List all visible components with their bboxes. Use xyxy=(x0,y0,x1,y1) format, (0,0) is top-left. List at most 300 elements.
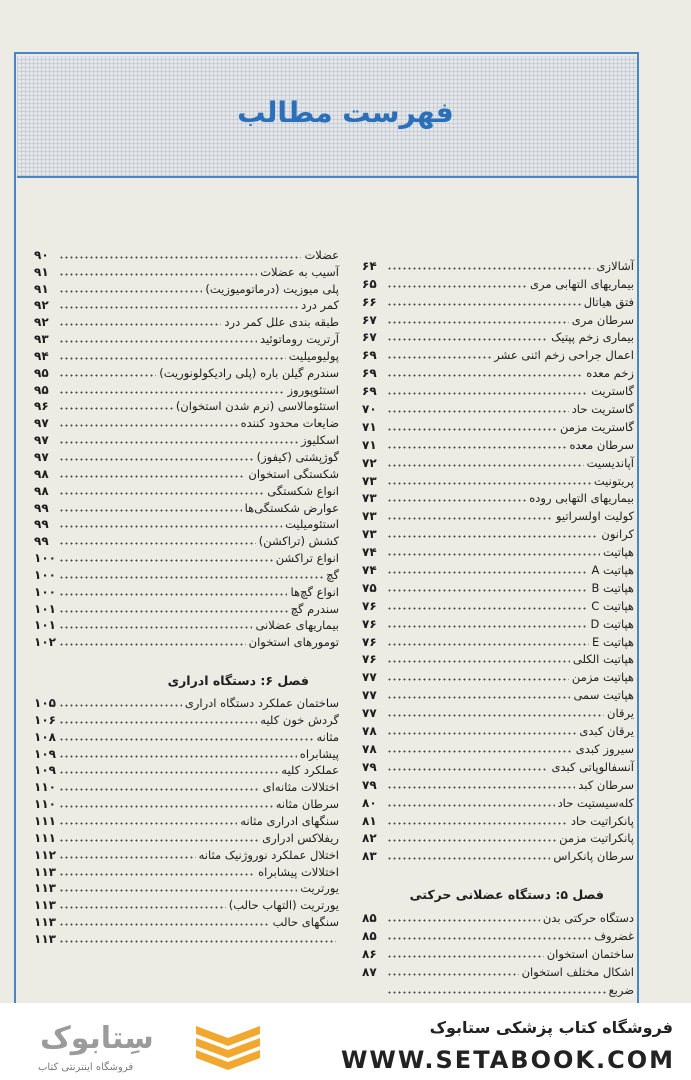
toc-entry-page: ۸۰ xyxy=(362,795,377,810)
toc-entry xyxy=(362,542,634,560)
toc-entry-page: ۷۹ xyxy=(362,777,377,792)
dot-leader xyxy=(59,290,202,293)
toc-entry xyxy=(362,721,634,739)
dot-leader xyxy=(59,475,245,478)
dot-leader xyxy=(59,542,256,545)
dot-leader xyxy=(387,535,598,538)
toc-entry xyxy=(362,614,634,632)
dot-leader xyxy=(59,889,297,892)
toc-entry-page: ۷۳ xyxy=(362,527,377,542)
toc-entry-page: ۷۴ xyxy=(362,545,377,560)
dot-leader xyxy=(59,940,336,943)
toc-entry-title: آشالازی xyxy=(596,258,634,273)
dot-leader xyxy=(387,991,606,994)
toc-entry-page: ۷۵ xyxy=(362,580,377,595)
toc-entry-page: ۶۹ xyxy=(362,348,377,363)
toc-entry-page: ۱۰۰ xyxy=(34,584,56,599)
toc-entry xyxy=(362,417,634,435)
toc-entry-title: استئومالاسی (نرم شدن استخوان) xyxy=(175,399,339,414)
dot-leader xyxy=(59,805,273,808)
toc-entry-title: تومورهای استخوان xyxy=(248,635,339,650)
toc-entry xyxy=(362,739,634,757)
toc-entry-page: ۱۱۰ xyxy=(34,780,56,795)
toc-entry-page: ۱۰۱ xyxy=(34,601,56,616)
toc-entry-page: ۱۱۱ xyxy=(34,830,56,845)
dot-leader xyxy=(387,517,553,520)
dot-leader xyxy=(387,303,581,306)
toc-entry xyxy=(34,246,339,263)
toc-entry-title: هپاتیت الکلی xyxy=(572,652,634,667)
toc-entry-title: عوارض شکستگی‌ها xyxy=(244,500,339,515)
store-url-link[interactable]: WWW.SETABOOK.COM xyxy=(340,1046,675,1074)
dot-leader xyxy=(59,626,252,629)
toc-entry xyxy=(362,667,634,685)
toc-entry-page: ۱۰۹ xyxy=(34,746,56,761)
toc-entry-title: هپاتیت E xyxy=(592,634,634,649)
toc-entry xyxy=(34,880,339,897)
toc-entry-title: آپاندیسیت xyxy=(586,455,634,470)
toc-entry-page: ۱۱۳ xyxy=(34,864,56,879)
toc-entry xyxy=(362,560,634,578)
toc-entry-page: ۱۱۳ xyxy=(34,931,56,946)
dot-leader xyxy=(387,553,600,556)
dot-leader xyxy=(59,610,288,613)
toc-entry-page: ۷۳ xyxy=(362,473,377,488)
toc-entry-title: هپاتیت B xyxy=(591,580,634,595)
chapter-heading: فصل ۵: دستگاه عضلانی حرکتی xyxy=(409,887,604,903)
toc-entry xyxy=(362,908,634,926)
toc-entry xyxy=(362,256,634,274)
toc-entry-page: ۹۵ xyxy=(34,382,49,397)
toc-entry xyxy=(362,274,634,292)
dot-leader xyxy=(59,788,260,791)
dot-leader xyxy=(59,559,273,562)
toc-entry-page: ۱۰۸ xyxy=(34,729,56,744)
dot-leader xyxy=(387,625,587,628)
toc-entry-title: سندرم گیلن باره (پلی رادیکولونوریت) xyxy=(159,365,339,380)
toc-entry xyxy=(362,703,634,721)
toc-entry xyxy=(362,578,634,596)
dot-leader xyxy=(59,856,196,859)
toc-entry xyxy=(34,381,339,398)
toc-entry-title: پیشابراه xyxy=(299,746,339,761)
toc-entry-title: پلی میوزیت (درماتومیوزیت) xyxy=(205,281,339,296)
toc-entry xyxy=(362,811,634,829)
toc-entry-title: سرطان پانکراس xyxy=(553,849,634,864)
toc-entry-page: ۹۴ xyxy=(34,348,49,363)
toc-entry-title: یرقان xyxy=(607,706,634,721)
toc-entry-title: کرانون xyxy=(601,527,634,542)
book-stack-icon xyxy=(190,1018,266,1072)
dot-leader xyxy=(387,768,548,771)
dot-leader xyxy=(59,306,298,309)
dot-leader xyxy=(59,357,286,360)
dot-leader xyxy=(387,696,570,699)
toc-entry xyxy=(34,263,339,280)
dot-leader xyxy=(387,446,566,449)
toc-entry xyxy=(362,632,634,650)
toc-entry-title: انواع گچ‌ها xyxy=(290,584,339,599)
toc-entry xyxy=(362,310,634,328)
toc-entry-title: کمر درد xyxy=(301,298,339,313)
toc-entry xyxy=(34,516,339,533)
toc-entry-title: گوژپشتی (کیفوز) xyxy=(256,449,339,464)
toc-entry-page: ۹۵ xyxy=(34,365,49,380)
toc-entry-title: پولیومیلیت xyxy=(288,348,339,363)
dot-leader xyxy=(59,839,259,842)
toc-entry-title: سنگهای حالب xyxy=(272,915,339,930)
dot-leader xyxy=(59,374,156,377)
toc-entry-title: هپاتیت xyxy=(602,545,634,560)
dot-leader xyxy=(387,589,588,592)
toc-entry-title: عملکرد کلیه xyxy=(281,763,339,778)
toc-entry xyxy=(362,775,634,793)
toc-entry xyxy=(34,583,339,600)
toc-entry xyxy=(34,465,339,482)
toc-entry-page: ۸۲ xyxy=(362,831,377,846)
toc-entry-title: غضروف xyxy=(594,929,634,944)
toc-entry xyxy=(362,292,634,310)
toc-entry-title: مثانه xyxy=(316,729,339,744)
toc-entry xyxy=(34,913,339,930)
dot-leader xyxy=(59,721,257,724)
dot-leader xyxy=(59,441,298,444)
dot-leader xyxy=(387,285,527,288)
toc-entry xyxy=(34,846,339,863)
dot-leader xyxy=(387,321,569,324)
toc-entry-page: ۱۱۳ xyxy=(34,881,56,896)
toc-entry xyxy=(362,980,634,998)
dot-leader xyxy=(59,273,257,276)
dot-leader xyxy=(387,714,604,717)
toc-entry-page: ۹۰ xyxy=(34,247,49,262)
toc-entry-title: گچ xyxy=(326,567,339,582)
dot-leader xyxy=(387,338,548,341)
toc-entry xyxy=(34,617,339,634)
dot-leader xyxy=(59,340,257,343)
toc-entry-page: ۹۹ xyxy=(34,500,49,515)
toc-entry xyxy=(362,524,634,542)
toc-entry xyxy=(34,930,339,947)
toc-entry xyxy=(34,745,339,762)
toc-entry-title: گاستریت حاد xyxy=(571,402,634,417)
dot-leader xyxy=(387,428,557,431)
dot-leader xyxy=(59,323,221,326)
toc-entry xyxy=(34,694,339,711)
toc-entry-title: سرطان معده xyxy=(569,437,634,452)
toc-entry-page: ۷۶ xyxy=(362,634,377,649)
toc-entry-title: هپاتیت C xyxy=(591,598,634,613)
dot-leader xyxy=(59,755,297,758)
toc-entry-title: فتق هیاتال xyxy=(583,294,634,309)
toc-entry-title: یورتریت xyxy=(300,881,339,896)
toc-entry-page: ۱۰۰ xyxy=(34,551,56,566)
toc-entry-page: ۸۳ xyxy=(362,849,377,864)
toc-entry-page: ۹۱ xyxy=(34,264,49,279)
toc-entry-page: ۸۷ xyxy=(362,964,377,979)
toc-entry-page: ۶۵ xyxy=(362,276,377,291)
toc-entry xyxy=(34,297,339,314)
toc-entry xyxy=(362,926,634,944)
toc-entry-title: آرتریت روماتوئید xyxy=(259,332,339,347)
toc-column-left xyxy=(34,246,339,947)
dot-leader xyxy=(59,771,278,774)
dot-leader xyxy=(387,267,594,270)
dot-leader xyxy=(59,492,264,495)
toc-entry-title: پانکراتیت مزمن xyxy=(559,831,634,846)
toc-entry-title: انواع تراکشن xyxy=(275,551,339,566)
dot-leader xyxy=(59,923,270,926)
dot-leader xyxy=(387,464,584,467)
toc-entry-title: گاستریت xyxy=(591,384,634,399)
dot-leader xyxy=(387,955,544,958)
toc-entry-page: ۷۲ xyxy=(362,455,377,470)
toc-entry-title: یرقان کبدی xyxy=(579,724,634,739)
dot-leader xyxy=(59,525,282,528)
toc-entry-title: سرطان مثانه xyxy=(275,797,339,812)
toc-entry-page: ۱۰۶ xyxy=(34,712,56,727)
dot-leader xyxy=(387,410,569,413)
toc-entry-title: کولیت اولسراتیو xyxy=(555,509,634,524)
toc-entry xyxy=(362,435,634,453)
toc-entry-title: اختلالات مثانه‌ای xyxy=(262,780,339,795)
toc-entry-title: ضربع xyxy=(608,982,634,997)
toc-entry-page: ۶۷ xyxy=(362,330,377,345)
toc-entry xyxy=(362,363,634,381)
toc-entry xyxy=(34,482,339,499)
toc-entry xyxy=(34,762,339,779)
dot-leader xyxy=(59,906,226,909)
toc-entry-title: ساختمان عملکرد دستگاه ادراری xyxy=(184,696,339,711)
toc-entry-page: ۹۷ xyxy=(34,416,49,431)
toc-entry xyxy=(34,448,339,465)
toc-entry-title: هپاتیت A xyxy=(591,563,634,578)
dot-leader xyxy=(387,356,491,359)
toc-entry xyxy=(34,778,339,795)
toc-entry-title: طبقه بندی علل کمر درد xyxy=(224,315,339,330)
toc-entry-title: آنسفالوپاتی کبدی xyxy=(551,759,634,774)
dot-leader xyxy=(387,678,569,681)
toc-entry-page: ۹۳ xyxy=(34,332,49,347)
toc-entry xyxy=(34,600,339,617)
toc-entry-page: ۸۵ xyxy=(362,911,377,926)
dot-leader xyxy=(387,732,576,735)
toc-entry-page: ۶۶ xyxy=(362,294,377,309)
dot-leader xyxy=(59,822,237,825)
toc-entry xyxy=(34,728,339,745)
toc-entry-page: ۶۹ xyxy=(362,366,377,381)
toc-entry-page: ۷۶ xyxy=(362,616,377,631)
toc-entry-page: ۹۱ xyxy=(34,281,49,296)
toc-entry-title: گاستریت مزمن xyxy=(560,419,634,434)
toc-entry-title: گردش خون کلیه xyxy=(260,712,339,727)
toc-entry xyxy=(362,596,634,614)
toc-entry xyxy=(34,347,339,364)
toc-entry-page: ۱۰۲ xyxy=(34,635,56,650)
dot-leader xyxy=(387,822,568,825)
toc-entry-title: بیماری زخم پپتیک xyxy=(551,330,634,345)
dot-leader xyxy=(387,374,583,377)
toc-entry-title: کله‌سیستیت حاد xyxy=(557,795,634,810)
toc-entry-page: ۷۱ xyxy=(362,437,377,452)
toc-entry-page: ۷۱ xyxy=(362,419,377,434)
toc-entry-page: ۸۶ xyxy=(362,946,377,961)
toc-entry xyxy=(362,685,634,703)
toc-entry-page: ۱۰۹ xyxy=(34,763,56,778)
store-name: فروشگاه کتاب پزشکی ستابوک xyxy=(429,1018,673,1037)
toc-entry-title: اسکلیوز xyxy=(301,433,339,448)
dot-leader xyxy=(387,750,573,753)
toc-entry xyxy=(362,962,634,980)
toc-entry xyxy=(362,650,634,668)
toc-entry-title: سنگهای ادراری مثانه xyxy=(240,814,339,828)
toc-entry-page: ۱۱۱ xyxy=(34,814,56,828)
toc-entry-page: ۱۱۰ xyxy=(34,797,56,812)
toc-entry-page: ۶۷ xyxy=(362,312,377,327)
dot-leader xyxy=(59,424,238,427)
dot-leader xyxy=(59,458,254,461)
toc-entry xyxy=(34,711,339,728)
toc-entry xyxy=(34,549,339,566)
toc-entry-title: یورتریت (التهاب حالب) xyxy=(228,898,339,913)
toc-entry-title: ریفلاکس ادراری xyxy=(262,830,339,845)
toc-column-right xyxy=(362,256,634,998)
toc-entry-title: پریتونیت xyxy=(593,473,634,488)
toc-entry xyxy=(362,489,634,507)
toc-entry xyxy=(34,414,339,431)
dot-leader xyxy=(387,482,591,485)
toc-entry-title: سرطان مری xyxy=(571,312,634,327)
dot-leader xyxy=(59,738,313,741)
toc-entry-page: ۱۰۱ xyxy=(34,618,56,633)
toc-entry-title: سندرم گچ xyxy=(290,601,339,616)
toc-entry-title: بیماریهای التهابی مری xyxy=(530,276,634,291)
toc-entry xyxy=(362,829,634,847)
toc-entry xyxy=(34,896,339,913)
dot-leader xyxy=(387,392,588,395)
toc-entry-page: ۱۱۲ xyxy=(34,847,56,862)
toc-entry-title: هپاتیت سمی xyxy=(573,688,634,703)
toc-entry-page: ۸۵ xyxy=(362,929,377,944)
toc-entry-page: ۷۸ xyxy=(362,724,377,739)
toc-entry xyxy=(362,757,634,775)
toc-entry-page: ۹۷ xyxy=(34,433,49,448)
toc-entry-page: ۹۲ xyxy=(34,298,49,313)
toc-entry xyxy=(34,795,339,812)
toc-entry-page: ۷۷ xyxy=(362,706,377,721)
toc-entry-title: عضلات xyxy=(304,247,339,262)
toc-entry-title: بیماریهای عضلانی xyxy=(255,618,339,633)
toc-entry-title: ضایعات محدود کننده xyxy=(240,416,339,431)
toc-entry-title: استئومیلیت xyxy=(285,517,339,532)
toc-entry-title: سیروز کبدی xyxy=(575,741,634,756)
dot-leader xyxy=(59,704,182,707)
toc-entry-title: پانکراتیت حاد xyxy=(570,813,634,828)
toc-entry-page: ۷۷ xyxy=(362,688,377,703)
dot-leader xyxy=(59,391,284,394)
toc-entry-page: ۷۹ xyxy=(362,759,377,774)
toc-entry xyxy=(362,471,634,489)
toc-entry xyxy=(34,499,339,516)
dot-leader xyxy=(387,973,519,976)
toc-entry-page: ۹۲ xyxy=(34,315,49,330)
toc-entry-page: ۹۸ xyxy=(34,483,49,498)
toc-entry-title: آسیب به عضلات xyxy=(260,264,339,279)
toc-entry xyxy=(362,506,634,524)
toc-entry-page: ۷۶ xyxy=(362,598,377,613)
toc-entry-page: ۷۰ xyxy=(362,402,377,417)
dot-leader xyxy=(387,919,540,922)
toc-entry-title: هپاتیت D xyxy=(590,616,634,631)
dot-leader xyxy=(387,643,589,646)
toc-entry xyxy=(34,313,339,330)
dot-leader xyxy=(59,593,287,596)
toc-entry-page: ۸۱ xyxy=(362,813,377,828)
toc-entry-page: ۷۸ xyxy=(362,741,377,756)
toc-entry xyxy=(362,453,634,471)
toc-entry-title: هپاتیت مزمن xyxy=(571,670,634,685)
chapter-heading: فصل ۶: دستگاه ادراری xyxy=(167,673,309,689)
toc-entry xyxy=(34,863,339,880)
dot-leader xyxy=(387,804,555,807)
dot-leader xyxy=(59,407,173,410)
toc-entry xyxy=(362,846,634,864)
toc-entry-title: اشکال مختلف استخوان xyxy=(521,964,634,979)
dot-leader xyxy=(59,873,255,876)
toc-entry-title: دستگاه حرکتی بدن xyxy=(542,911,634,926)
dot-leader xyxy=(59,643,246,646)
toc-entry-title: اختلالات پیشابراه xyxy=(258,864,339,879)
dot-leader xyxy=(387,786,575,789)
toc-entry-page: ۶۹ xyxy=(362,384,377,399)
page-title: فهرست مطالب xyxy=(237,96,454,129)
toc-entry-page: ۱۱۳ xyxy=(34,915,56,930)
toc-entry xyxy=(34,829,339,846)
toc-entry-title: اعمال جراحی زخم اثنی عشر xyxy=(494,348,634,363)
toc-entry-title: شکستگی استخوان xyxy=(248,466,339,481)
dot-leader xyxy=(387,937,591,940)
store-logo-text: سِتابوک xyxy=(40,1021,154,1056)
toc-entry-title: ساختمان استخوان xyxy=(546,946,634,961)
toc-entry-page: ۷۳ xyxy=(362,491,377,506)
dot-leader xyxy=(59,576,323,579)
toc-entry xyxy=(362,793,634,811)
toc-entry xyxy=(34,532,339,549)
dot-leader xyxy=(387,571,588,574)
toc-entry xyxy=(34,398,339,415)
toc-entry-title: استئوپوروز xyxy=(287,382,339,397)
dot-leader xyxy=(387,607,588,610)
toc-entry xyxy=(362,944,634,962)
toc-entry-page: ۱۱۳ xyxy=(34,898,56,913)
toc-entry xyxy=(34,364,339,381)
toc-entry xyxy=(362,328,634,346)
toc-entry-page: ۹۸ xyxy=(34,466,49,481)
toc-entry xyxy=(34,431,339,448)
toc-entry xyxy=(34,812,339,829)
toc-entry-title: اختلال عملکرد نوروژنیک مثانه xyxy=(198,847,339,862)
toc-entry xyxy=(362,345,634,363)
toc-entry-page: ۹۶ xyxy=(34,399,49,414)
toc-entry-title: سرطان کبد xyxy=(578,777,634,792)
toc-entry xyxy=(34,330,339,347)
toc-entry xyxy=(362,381,634,399)
toc-entry-page: ۶۴ xyxy=(362,258,377,273)
toc-entry xyxy=(34,280,339,297)
toc-entry xyxy=(34,633,339,650)
dot-leader xyxy=(387,857,550,860)
toc-entry-page: ۷۳ xyxy=(362,509,377,524)
